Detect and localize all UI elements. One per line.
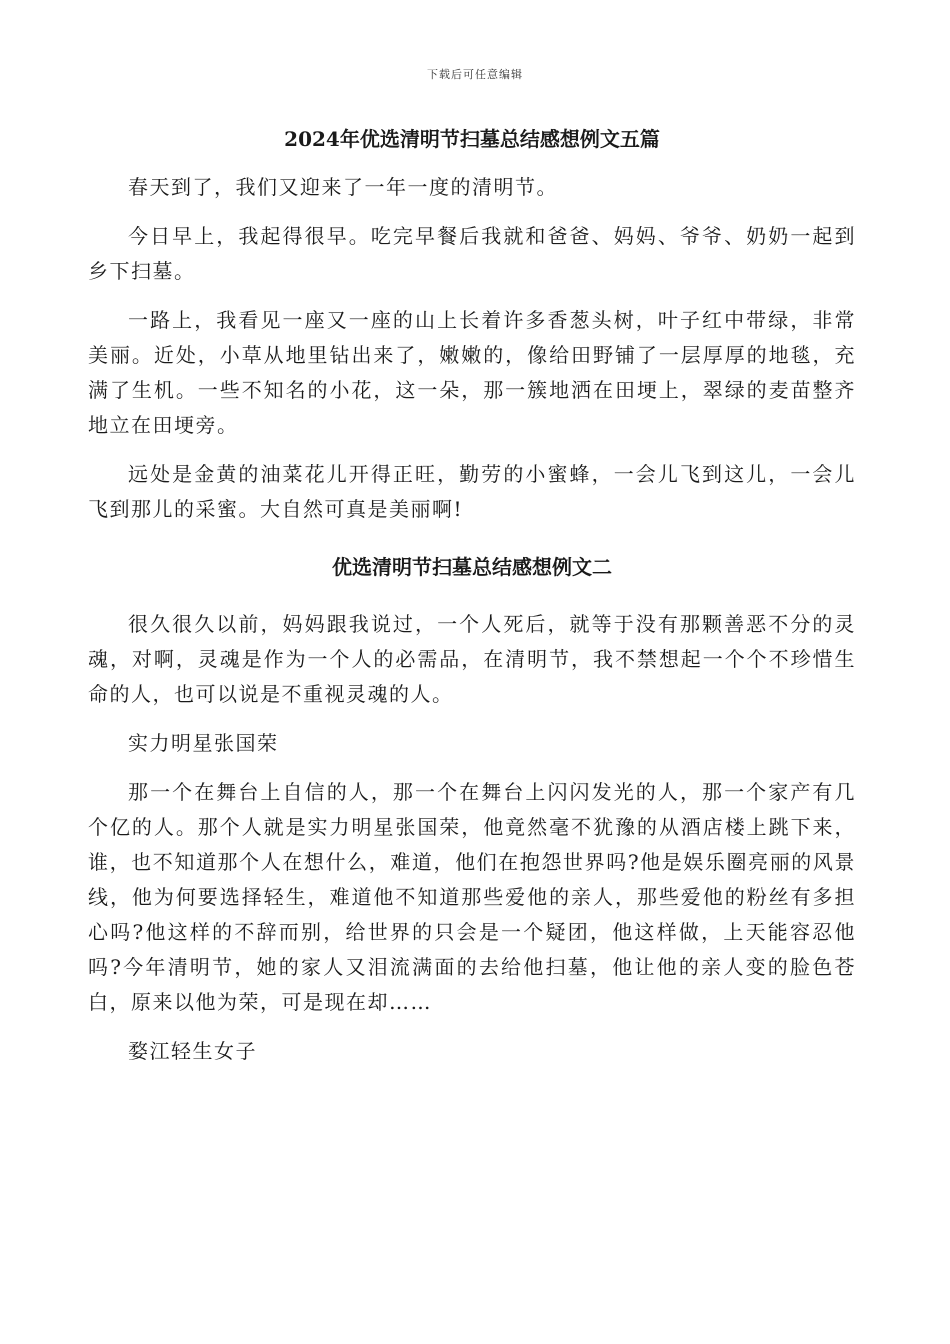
header-note: 下载后可任意编辑	[427, 68, 523, 81]
section-heading: 优选清明节扫墓总结感想例文二	[332, 555, 612, 579]
paragraph: 一路上，我看见一座又一座的山上长着许多香葱头树，叶子红中带绿，非常美丽。近处，小草从地里钻出来了，嫩嫩的，像给田野铺了一层厚厚的地毯，充满了生机。一些不知名的小花，这一朵，那一簇地洒在田埂上，翠绿的麦苗整齐地立在田埂旁。	[88, 308, 856, 437]
paragraph: 今日早上，我起得很早。吃完早餐后我就和爸爸、妈妈、爷爷、奶奶一起到乡下扫墓。	[88, 224, 856, 283]
paragraph: 很久很久以前，妈妈跟我说过，一个人死后，就等于没有那颗善恶不分的灵魂，对啊，灵魂是作为一个人的必需品，在清明节，我不禁想起一个个不珍惜生命的人，也可以说是不重视灵魂的人。	[88, 612, 856, 706]
paragraph: 春天到了，我们又迎来了一年一度的清明节。	[128, 175, 558, 199]
paragraph: 实力明星张国荣	[128, 731, 279, 755]
paragraph: 那一个在舞台上自信的人，那一个在舞台上闪闪发光的人，那一个家产有几个亿的人。那个人就是实力明星张国荣，他竟然毫不犹豫的从酒店楼上跳下来，谁，也不知道那个人在想什么，难道，他们在抱怨世界吗?他是娱乐圈亮丽的风景线，他为何要选择轻生，难道他不知道那些爱他的亲人，那些爱他的粉丝有多担心吗?他这样的不辞而别，给世界的只会是一个疑团，他这样做，上天能容忍他吗?今年清明节，她的家人又泪流满面的去给他扫墓，他让他的亲人变的脸色苍白，原来以他为荣，可是现在却……	[88, 780, 856, 1014]
document-body	[88, 118, 856, 1083]
paragraph: 远处是金黄的油菜花儿开得正旺，勤劳的小蜜蜂，一会儿飞到这儿，一会儿飞到那儿的采蜜。大自然可真是美丽啊!	[88, 462, 856, 521]
document-title: 2024年优选清明节扫墓总结感想例文五篇	[284, 127, 660, 151]
paragraph: 婺江轻生女子	[128, 1039, 257, 1063]
